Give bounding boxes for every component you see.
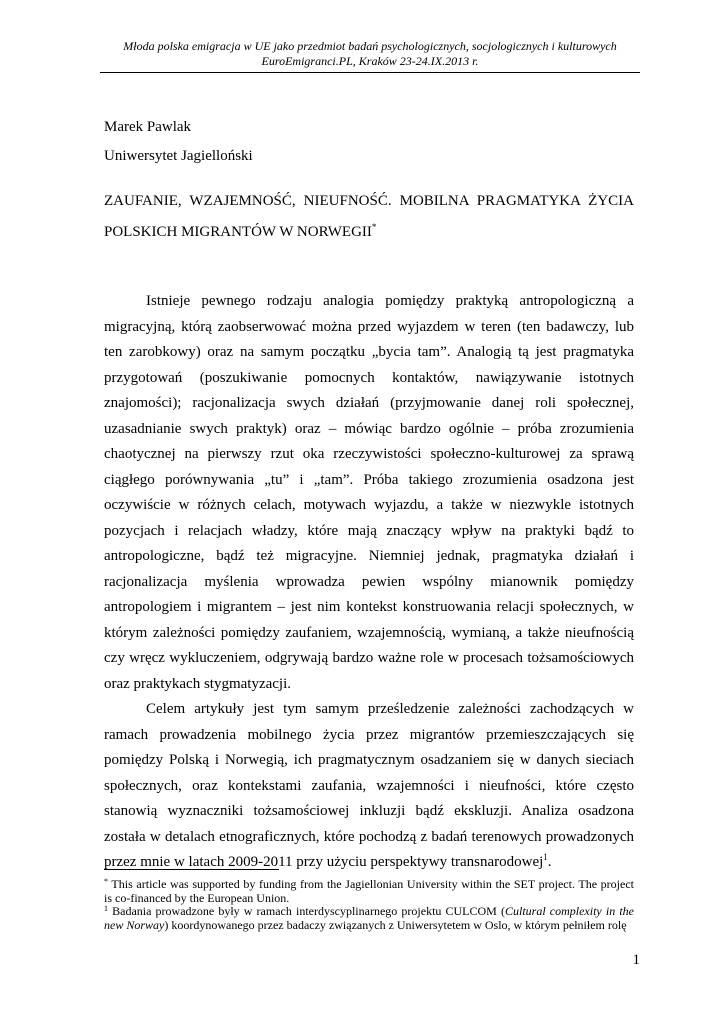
paragraph-2 [104, 697, 634, 876]
footnote-2-marker: 1 [104, 904, 108, 914]
paragraph-2-text: Celem artykuły jest tym samym prześledzenie zależności zachodzących w ramach prowadzenia mobilnego życia przez migrantów przemieszczających się pomiędzy Polską i Norwegią, ich pragmatycznym osadzaniem się w danych sieciach społecznych, oraz kontekstami zaufania, wzajemności i nieufności, które często stanowią wyznaczniki tożsamościowej inkluzji bądź ekskluzji. Analiza osadzona została w detalach etnograficznych, które pochodzą z badań terenowych prowadzonych przez mnie w latach 2009-2011 przy użyciu perspektywy transnarodowej [104, 701, 634, 870]
footnotes [104, 878, 634, 932]
footnote-divider [104, 869, 279, 870]
footnote-1 [104, 878, 634, 905]
author-block [104, 113, 253, 171]
header-divider [100, 72, 640, 73]
paragraph-1: Istnieje pewnego rodzaju analogia pomiędzy praktyką antropologiczną a migracyjną, którą zaobserwować można przed wyjazdem w teren (ten badawczy, lub ten zarobkowy) oraz na samym początku „bycia tam”. Analogią tą jest pragmatyka przygotowań (poszukiwanie pomocnych kontaktów, nawiązywanie istotnych znajomości); racjonalizacja swych działań (przyjmowanie danej roli społecznej, uzasadnianie swych praktyk) oraz – mówiąc bardzo ogólnie – próba zrozumienia chaotycznej na pierwszy rzut oka rzeczywistości społeczno-kulturowej za sprawą ciągłego porównywania „tu” i „tam”. Próba takiego zrozumienia osadzona jest oczywiście w różnych celach, motywach wyjazdu, a także w niezwykle istotnych pozycjach i relacjach władzy, które mają znaczący wpływ na praktyki bądź to antropologiczne, bądź też migracyjne. Niemniej jednak, pragmatyka działań i racjonalizacja myślenia wprowadza pewien wspólny mianownik pomiędzy antropologiem i migrantem – jest nim kontekst konstruowania relacji społecznych, w którym zależności pomiędzy zaufaniem, wzajemnością, wymianą, a także nieufnością czy wręcz wykluczeniem, odgrywają bardzo ważne role w procesach tożsamościowych oraz praktykach stygmatyzacji. [104, 293, 634, 692]
footnote-2-text-a: Badania prowadzone były w ramach interdyscyplinarnego projektu CULCOM ( [108, 904, 505, 919]
footnote-ref-1[interactable]: 1 [543, 852, 548, 862]
running-header [100, 39, 640, 69]
footnote-2-italic: Cultural complexity in the new Norway [104, 904, 634, 932]
paragraph-2-end: . [547, 854, 552, 870]
author-name: Marek Pawlak [104, 119, 192, 135]
footnote-2-text-b: ) koordynowanego przez badaczy związanych z Uniwersytetem w Oslo, w którym pełniłem rolę [164, 917, 627, 932]
footnote-1-text: This article was supported by funding from the Jagiellonian University within the SET project. The project is co-financed by the European Union. [104, 877, 634, 905]
article-title [104, 186, 634, 248]
header-line-2: EuroEmigranci.PL, Kraków 23-24.IX.2013 r. [261, 54, 479, 68]
author-affiliation: Uniwersytet Jagielloński [104, 148, 253, 164]
header-line-1: Młoda polska emigracja w UE jako przedmiot badań psychologicznych, socjologicznych i kulturowych [123, 39, 617, 53]
footnote-2 [104, 905, 634, 932]
title-line-2: POLSKICH MIGRANTÓW W NORWEGII [104, 224, 372, 240]
page-number: 1 [632, 952, 640, 968]
article-body [104, 289, 634, 876]
title-line-1: ZAUFANIE, WZAJEMNOŚĆ, NIEUFNOŚĆ. MOBILNA PRAGMATYKA ŻYCIA [104, 193, 634, 209]
title-footnote-marker[interactable]: * [371, 222, 377, 232]
footnote-1-marker: * [104, 877, 108, 886]
